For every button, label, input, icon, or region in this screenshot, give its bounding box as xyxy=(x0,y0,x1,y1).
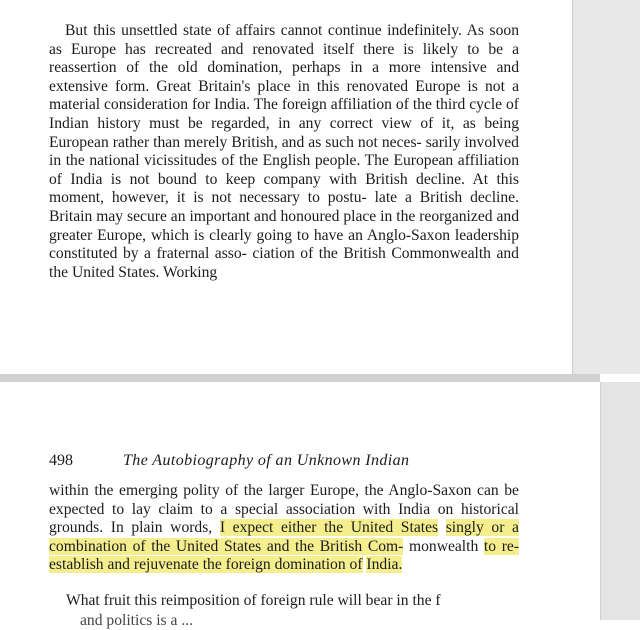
text-line: late a British decline. Britain may secure an important and honoured xyxy=(49,189,519,225)
cut-off-line: and politics is a ... xyxy=(80,612,194,629)
text-line: monwealth xyxy=(408,537,484,555)
right-margin-top xyxy=(572,0,640,374)
page-top-paragraph xyxy=(49,22,519,282)
right-margin-bottom xyxy=(600,382,640,620)
text-line: a reassertion of the old domination, perhaps in a more intensive and xyxy=(49,40,519,77)
running-title: The Autobiography of an Unknown Indian xyxy=(123,452,410,469)
page-gap xyxy=(0,374,600,382)
running-head xyxy=(49,452,519,470)
text-line: But this unsettled state of affairs cannot continue indefinitely. As xyxy=(65,22,490,39)
continued-paragraph xyxy=(49,482,519,575)
highlighted-text[interactable]: to re-establish and rejuvenate the foreign domination of xyxy=(49,537,519,574)
highlighted-text[interactable]: I expect either the United States xyxy=(219,519,439,537)
top-paragraph xyxy=(49,22,519,282)
text-line: extensive form. Great Britain's place in this renovated Europe is not xyxy=(49,77,513,95)
page-bottom-paragraph xyxy=(49,482,519,575)
text-line: soon as Europe has recreated and renovated itself there is likely to be xyxy=(49,22,519,58)
text-line: British decline. At this moment, however, it is not necessary to postu- xyxy=(49,170,519,207)
text-line: can be expected to lay claim to a special association with India on xyxy=(49,482,519,518)
text-line: a material consideration for India. The foreign affiliation of the third xyxy=(49,77,519,114)
text-line: historical grounds. In plain words, xyxy=(49,500,520,537)
text-line: place in the reorganized and greater Europe, which is clearly going xyxy=(49,207,519,244)
text-line: sarily involved in the national vicissitudes of the English people. The xyxy=(49,133,519,170)
highlighted-text[interactable]: India. xyxy=(366,556,403,574)
text-line: to have an Anglo-Saxon leadership constituted by a fraternal asso- xyxy=(49,226,519,263)
page-number: 498 xyxy=(49,452,73,469)
text-line: cycle of Indian history must be regarded, in any correct view of it, as xyxy=(49,96,519,132)
text-line: European affiliation of India is not bound to keep company with xyxy=(49,152,519,188)
text-line: within the emerging polity of the larger Europe, the Anglo-Saxon xyxy=(49,482,472,499)
highlighted-text[interactable]: singly or a combination of the United States and the British Com- xyxy=(49,519,519,555)
text-line: ciation of the British Commonwealth and the United States. Working xyxy=(49,245,519,281)
text-line: being European rather than merely British, and as such not neces- xyxy=(49,114,519,151)
watermark: · xyxy=(530,362,532,367)
next-paragraph-start: What fruit this reimposition of foreign rule will bear in the f xyxy=(66,592,441,609)
